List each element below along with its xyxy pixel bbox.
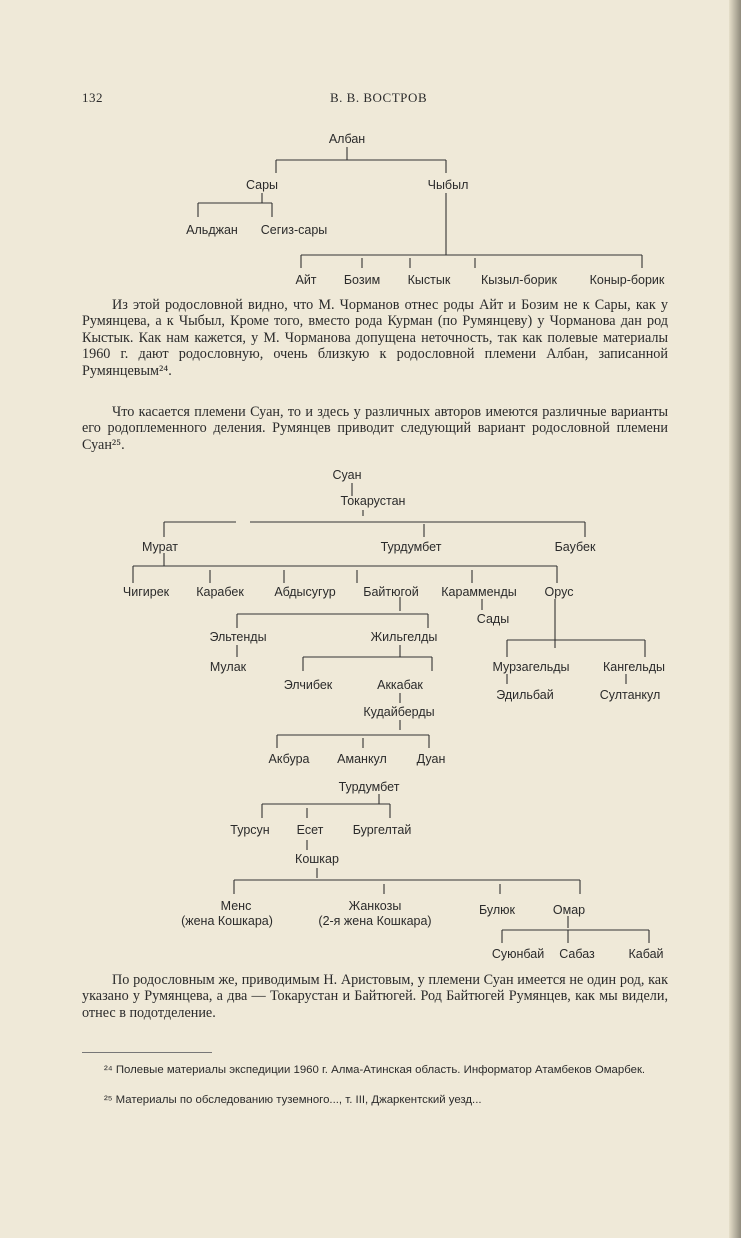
tree-node-konyr-borik: Коныр-борик [589, 273, 665, 287]
tree-node-suiunbai: Суюнбай [491, 947, 545, 961]
tree-node-turdumbet-2: Турдумбет [338, 780, 400, 794]
footnote-24: ²⁴ Полевые материалы экспедиции 1960 г. Алма-Атинская область. Информатор Атамбеков Омарбек. [104, 1064, 646, 1076]
body-paragraph-2: Что касается племени Суан, то и здесь у различных авторов имеются различные варианты его родоплеменного деления. Румянцев приводит следующий вариант родословной племени Суан²⁵. [82, 404, 668, 453]
tree-node-kyzyl-borik: Кызыл-борик [481, 273, 557, 287]
tree-node-eltendy: Эльтенды [209, 630, 267, 644]
tree-node-baubek: Баубек [554, 540, 596, 554]
tree-node-zhilgeldy: Жильгелды [370, 630, 438, 644]
tree-node-kudaiberdy: Кудайберды [363, 705, 435, 719]
tree-node-bozim: Бозим [343, 273, 381, 287]
page-number: 132 [82, 90, 103, 105]
tree-node-sady: Сады [476, 612, 510, 626]
footnote-25: ²⁵ Материалы по обследованию туземного..., т. III, Джаркентский уезд... [104, 1094, 482, 1106]
tree-node-mulak: Мулак [209, 660, 247, 674]
tree-node-segiz-sary: Сегиз-сары [260, 223, 328, 237]
tree-node-karabek: Карабек [196, 585, 244, 599]
footnote-divider [82, 1052, 212, 1053]
tree-node-baitiugoi: Байтюгой [363, 585, 419, 599]
tree-node-mens-note: (жена Кошкара) [181, 914, 273, 928]
tree-node-kabai: Кабай [628, 947, 664, 961]
tree-node-ait: Айт [295, 273, 317, 287]
tree-node-koshkar: Кошкар [295, 852, 339, 866]
tree-node-elchibek: Элчибек [283, 678, 333, 692]
tree-node-burgeltai: Бургелтай [352, 823, 412, 837]
tree-node-chigirek: Чигирек [122, 585, 170, 599]
tree-node-murzageldy: Мурзагельды [492, 660, 570, 674]
tree-node-chybyl: Чыбыл [427, 178, 469, 192]
tree-node-orus: Орус [544, 585, 574, 599]
tree-node-eset: Есет [296, 823, 324, 837]
tree-node-kangeldy: Кангельды [602, 660, 666, 674]
tree-node-sary: Сары [245, 178, 279, 192]
running-title: В. В. ВОСТРОВ [330, 90, 428, 105]
tree-node-turdumbet: Турдумбет [380, 540, 442, 554]
tree-node-tursun: Турсун [230, 823, 270, 837]
tree-node-amankul: Аманкул [337, 752, 387, 766]
body-paragraph-3: По родословным же, приводимым Н. Аристовым, у племени Суан имеется не один род, как указано у Румянцева, а два — Токарустан и Байтюгей. Род Байтюгей Румянцев, как мы видели, отнес в подотделение. [82, 972, 668, 1021]
tree-node-mens: Менс [220, 899, 252, 913]
tree-node-omar: Омар [552, 903, 586, 917]
tree-node-duan: Дуан [416, 752, 446, 766]
tree-node-zhankozy: Жанкозы [348, 899, 402, 913]
tree-node-alban: Албан [328, 132, 366, 146]
tree-node-zhankozy-note: (2-я жена Кошкара) [318, 914, 432, 928]
tree-node-murat: Мурат [141, 540, 179, 554]
tree-node-karamendy: Карамменды [441, 585, 517, 599]
tree-node-suan: Суан [332, 468, 362, 482]
tree-node-buliuk: Булюк [478, 903, 516, 917]
tree-node-sultankul: Султанкул [599, 688, 661, 702]
tree-node-akbura: Акбура [268, 752, 310, 766]
tree-node-edilbai: Эдильбай [496, 688, 554, 702]
tree-node-tokarustan: Токарустан [340, 494, 406, 508]
tree-node-aldzhan: Альджан [186, 223, 238, 237]
tree-node-sabaz: Сабаз [559, 947, 595, 961]
tree-node-akkabak: Аккабак [377, 678, 423, 692]
tree-node-kystyk: Кыстык [407, 273, 451, 287]
body-paragraph-1: Из этой родословной видно, что М. Чорманов отнес роды Айт и Бозим не к Сары, как у Румянцева, а к Чыбыл, Кроме того, вместо рода Курман (по Румянцеву) у Чорманова дан род Кыстык. Как нам кажется, у М. Чорманова допущена неточность, так как полевые материалы 1960 г. дают родословную, очень близкую к родословной племени Албан, записанной Румянцевым²⁴. [82, 297, 668, 379]
tree-node-abdysugur: Абдысугур [274, 585, 336, 599]
